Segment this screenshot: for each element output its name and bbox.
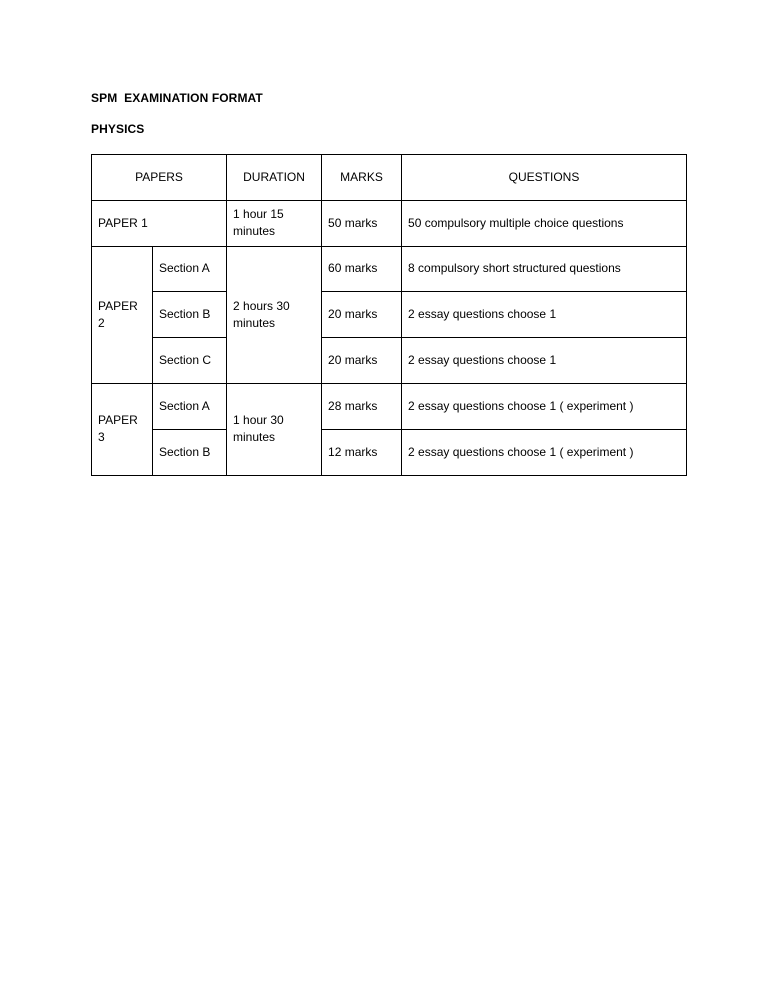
table-row	[92, 429, 687, 475]
paper2-section-c: Section C	[153, 338, 227, 384]
paper2-section-c-questions: 2 essay questions choose 1	[402, 338, 687, 384]
paper1-marks: 50 marks	[322, 200, 402, 246]
paper2-duration: 2 hours 30 minutes	[227, 246, 322, 383]
paper2-section-a: Section A	[153, 246, 227, 292]
header-papers: PAPERS	[92, 155, 227, 201]
paper1-label: PAPER 1	[92, 200, 227, 246]
header-questions: QUESTIONS	[402, 155, 687, 201]
table-row	[92, 383, 687, 429]
table-row	[92, 200, 687, 246]
header-duration: DURATION	[227, 155, 322, 201]
table-row	[92, 246, 687, 292]
paper3-section-a: Section A	[153, 383, 227, 429]
exam-format-table	[91, 154, 687, 476]
paper2-section-b: Section B	[153, 292, 227, 338]
table-row	[92, 292, 687, 338]
paper3-section-a-questions: 2 essay questions choose 1 ( experiment )	[402, 383, 687, 429]
subject-heading: PHYSICS	[91, 122, 145, 136]
paper3-duration: 1 hour 30 minutes	[227, 383, 322, 475]
table-header-row	[92, 155, 687, 201]
paper3-section-b: Section B	[153, 429, 227, 475]
table-row	[92, 338, 687, 384]
paper3-section-a-marks: 28 marks	[322, 383, 402, 429]
paper1-questions: 50 compulsory multiple choice questions	[402, 200, 687, 246]
paper2-section-a-marks: 60 marks	[322, 246, 402, 292]
paper2-section-a-questions: 8 compulsory short structured questions	[402, 246, 687, 292]
paper2-label: PAPER 2	[92, 246, 153, 383]
paper1-duration: 1 hour 15 minutes	[227, 200, 322, 246]
paper3-section-b-marks: 12 marks	[322, 429, 402, 475]
paper2-section-b-questions: 2 essay questions choose 1	[402, 292, 687, 338]
document-title: SPM EXAMINATION FORMAT	[91, 91, 263, 105]
header-marks: MARKS	[322, 155, 402, 201]
paper3-section-b-questions: 2 essay questions choose 1 ( experiment )	[402, 429, 687, 475]
paper2-section-c-marks: 20 marks	[322, 338, 402, 384]
paper2-section-b-marks: 20 marks	[322, 292, 402, 338]
paper3-label: PAPER 3	[92, 383, 153, 475]
